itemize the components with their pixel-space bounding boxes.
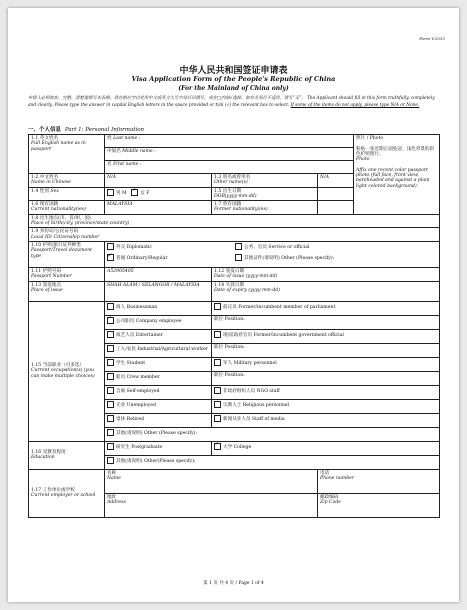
part1-heading [28,125,144,133]
label-chinese-name: 1.2 中文姓名 Name in Chinese [29,174,105,188]
form-title-cn: 中华人民共和国签证申请表 [179,66,288,76]
occ-military-position[interactable]: 职位 Position: [212,371,440,385]
former-nationality-field[interactable] [318,201,354,215]
occ-checkbox[interactable] [107,373,114,380]
local-id-field[interactable]: 1.9 身份证/公民证号码 Local ID/ Citizenship number [29,228,440,242]
passport-diplomatic-option[interactable]: 外交 Diplomatic [107,243,235,250]
employer-zip-field[interactable]: 邮政编码 Zip Code [318,493,440,517]
label-other-names: 1.3 别名或曾用名 Other name(s) [212,174,318,188]
occ-checkbox[interactable] [107,429,114,436]
sex-female-option[interactable]: ✓ 女 F [131,189,149,196]
edu-postgraduate[interactable]: 研究生 Postgraduate [105,441,212,455]
occ-checkbox[interactable] [214,415,221,422]
form-title-en: Visa Application Form of the People's Republic of China [131,75,336,83]
last-name-field[interactable]: 姓 Last name : [105,135,354,148]
form-page [8,8,459,602]
label-full-name: 1.1 英文姓名 Full English name as in passport [29,135,105,174]
occ-checkbox[interactable] [107,401,114,408]
occ-checkbox[interactable] [107,415,114,422]
occ-company-position[interactable]: 职位 Position: [212,315,440,329]
occ-checkbox[interactable] [214,331,221,338]
place-of-issue-field[interactable]: SHAH ALAM / SELANGOR / MALAYSIA [105,281,212,301]
passport-other-option[interactable]: 其他证件(请说明) Other (Please specify): [235,254,334,261]
occ-checkbox[interactable] [107,345,114,352]
occ-gov-position[interactable]: 职位 Position: [212,343,440,357]
sex-male-option[interactable]: 男 M [107,189,127,196]
occ-company-employee[interactable]: ✓公司职员 Company employee [105,315,212,329]
edu-other[interactable]: 其他(请说明) Other(Please specify): [105,455,440,469]
label-occupation: 1.15 当前职业（可多选） Current occupation(s) (you can make multiple choices) [29,301,105,441]
occ-religious[interactable]: 宗教人士 Religious personnel [212,399,440,413]
form-number: Form V.2013 [419,36,445,41]
occ-checkbox[interactable] [107,303,114,310]
dob-field[interactable] [318,187,354,201]
passport-ordinary-option[interactable]: ✓普通 Ordinary/Regular [107,254,235,261]
occ-businessman[interactable]: 商人 Businessman [105,301,212,315]
issue-date-field[interactable]: 1.12 签发日期 Date of issue (yyyy-mm-dd) [212,267,440,281]
label-dob: 1.5 出生日期 DOB(yyyy-mm-dd) [212,187,318,201]
occ-retired[interactable]: 退休 Retired [105,413,212,427]
instructions [28,96,443,109]
occ-student[interactable]: 学生 Student [105,357,212,371]
edu-checkbox[interactable] [107,457,114,464]
occ-checkbox[interactable] [107,317,114,324]
occ-ngo[interactable]: 非政府组织人员 NGO staff [212,385,440,399]
label-employer: 1.17 工作单位或学校 Current employer or school [29,469,105,517]
service-checkbox[interactable] [235,243,242,250]
employer-name-field[interactable]: 名称 Name [105,469,318,493]
expiry-date-field[interactable]: 1.14 失效日期 Date of expiry (yyyy-mm-dd) [212,281,440,301]
occ-self-employed[interactable]: 自雇 Self-employed [105,385,212,399]
passport-service-option[interactable]: 公务、官员 Service or official [235,243,309,250]
occ-checkbox[interactable] [107,359,114,366]
personal-info-table [28,134,440,518]
edu-checkbox[interactable] [107,443,114,450]
occ-media[interactable]: 新闻从业人员 Staff of media [212,413,440,427]
sex-male-checkbox[interactable] [107,189,114,196]
occ-other[interactable]: 其他(请说明) Other (Please specify): [105,427,440,441]
other-names-field[interactable]: N/A [318,174,354,188]
occ-entertainer[interactable]: 演艺人员 Entertainer [105,329,212,343]
passport-type-options [105,241,440,267]
other-doc-checkbox[interactable] [235,254,242,261]
employer-address-field[interactable]: 地址 Address [105,493,318,517]
occ-checkbox[interactable] [214,303,221,310]
middle-name-field[interactable]: 中间名 Middle name : [105,148,354,161]
occ-checkbox[interactable] [107,331,114,338]
label-former-nationality: 1.7 曾有国籍 Former nationality(ies) [212,201,318,215]
label-passport-number: 1.11 护照号码 Passport Number [29,267,105,281]
occ-crew[interactable]: 船员 Crew member [105,371,212,385]
label-passport-type: 1.10 护照/旅行证件种类 Passport/Travel document type [29,241,105,267]
label-education: 1.16 受教育程度 Education [29,441,105,469]
occ-parliament[interactable]: 前议员 Former/incumbent member of parliament [212,301,440,315]
instructions-cn: 申请人必须如实、完整、清楚地填写本表格。请在相应空白处用中文或英文大写字母打印填写，或在□内划√选择。如有关项目不适用，请写“无”。 [28,96,306,101]
occ-worker[interactable]: 工人/农民 Industrial/Agricultural worker [105,343,212,357]
page-footer: 第 1 页 共 4 页 / Page 1 of 4 [203,581,264,586]
edu-checkbox[interactable] [214,443,221,450]
part1-en: Part 1: Personal Information [64,127,145,133]
form-subtitle: (For the Mainland of China only) [178,85,289,92]
occ-military[interactable]: 军人 Military personnel [212,357,440,371]
occ-unemployed[interactable]: 无业 Unemployed [105,399,212,413]
first-name-field[interactable]: 名 First name : [105,161,354,174]
instructions-en-underlined: If some of the items do not apply, please type N/A or None. [290,102,420,108]
occ-checkbox[interactable] [214,359,221,366]
passport-number-field[interactable]: A52905405 [105,267,212,281]
occ-gov-official[interactable]: 现/前政府官员 Former/incumbent government official [212,329,440,343]
photo-box[interactable]: 照片 / Photo 粘贴一张近期正面免冠、浅色背景的彩色护照照片。 Photo Affix one recent color passport photo (full face, front view, bareheaded and against a plain light colored background). [354,135,440,215]
sex-options [105,187,212,201]
diplomatic-checkbox[interactable] [107,243,114,250]
label-sex: 1.4 性别 Sex [29,187,105,201]
sex-female-checkbox[interactable] [131,189,138,196]
edu-college[interactable]: ✓ 大学 College [212,441,440,455]
ordinary-checkbox[interactable] [107,254,114,261]
current-nationality-field[interactable]: MALAYSIA [105,201,212,215]
chinese-name-field[interactable]: N/A [105,174,212,188]
occ-checkbox[interactable] [214,401,221,408]
employer-phone-field[interactable]: 电话 Phone number [318,469,440,493]
label-current-nationality: 1.6 现有国籍 Current nationality(ies) [29,201,105,215]
occ-checkbox[interactable] [107,387,114,394]
place-of-birth-field[interactable]: 1.8 出生地点(市、省/州、国) Place of birth(city, province/state,country) [29,214,440,228]
label-place-of-issue: 1.13 签发地点 Place of issue [29,281,105,301]
part1-cn: 一、个人信息 [28,127,62,133]
occ-checkbox[interactable] [214,387,221,394]
instructions-en: The Applicant should fill in this form truthfully, completely and clearly. Please type the answer in capital English letters in the space provided or tick (√) the relevant box to select. [28,96,435,108]
